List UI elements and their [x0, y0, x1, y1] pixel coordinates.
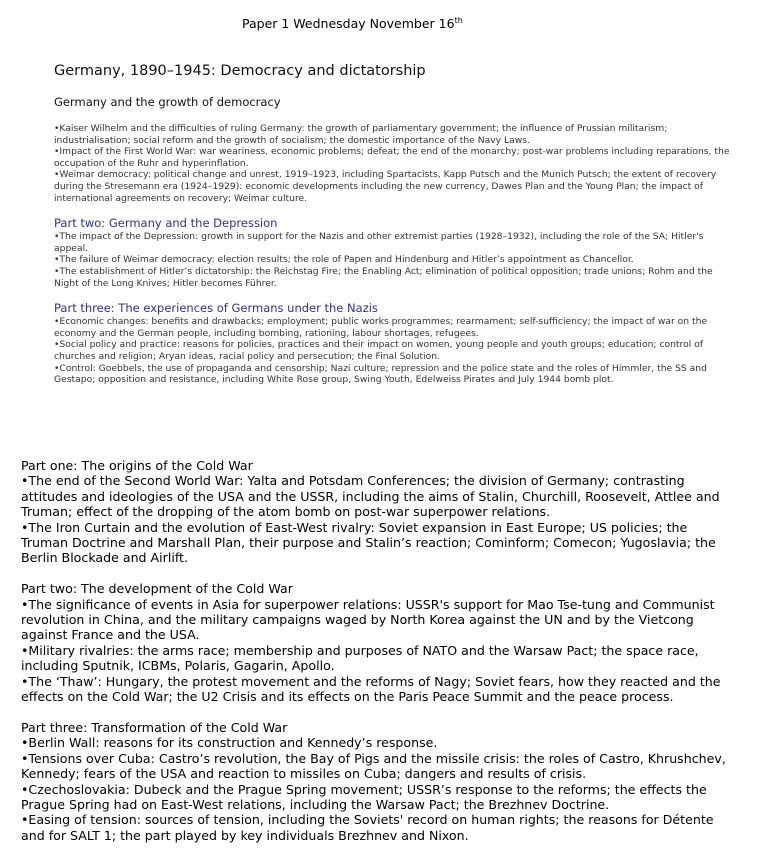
- spacer: [21, 566, 736, 581]
- header-text: Paper 1 Wednesday November 16: [242, 16, 455, 32]
- list-item: •Weimar democracy: political change and unrest, 1919–1923, including Spartacists, Kapp Putsch and the Munich Putsch; the extent of recovery during the Stresemann era (1924–1929): economic developments including the new currency, Dawes Plan and the Young Plan; the impact of international agreements on recovery; Weimar culture.: [54, 169, 717, 204]
- list-item: •Military rivalries: the arms race; membership and purposes of NATO and the Warsaw Pact; the space race, including Sputnik, ICBMs, Polaris, Gagarin, Apollo.: [21, 642, 699, 674]
- list-item: •The failure of Weimar democracy: election results; the role of Papen and Hindenburg and Hitler’s appointment as Chancellor.: [54, 254, 634, 266]
- part1-list: [54, 123, 734, 204]
- list-item: •Social policy and practice: reasons for policies, practices and their impact on women, young people and youth groups; education; control of churches and religion; Aryan ideas, racial policy and persecution; the Final Solution.: [54, 339, 704, 362]
- list-item: •Czechoslovakia: Dubeck and the Prague Spring movement; USSR’s response to the reforms; the effects the Prague Spring had on East-West relations, including the Warsaw Pact; the Brezhnev Doctrine.: [21, 781, 707, 812]
- cw-part2-heading: Part two: The development of the Cold War: [21, 581, 293, 597]
- list-item: •Berlin Wall: reasons for its construction and Kennedy’s response.: [21, 735, 438, 751]
- part2-list: [54, 231, 734, 289]
- cw-part1-heading: Part one: The origins of the Cold War: [21, 458, 253, 473]
- part1-heading: Germany and the growth of democracy: [54, 95, 281, 109]
- list-item: •Impact of the First World War: war weariness, economic problems; defeat; the end of the monarchy; post-war problems including reparations, the occupation of the Ruhr and hyperinflation.: [54, 146, 730, 169]
- list-item: •The end of the Second World War: Yalta and Potsdam Conferences; the division of Germany; contrasting attitudes and ideologies of the USA and the USSR, including the aims of Stalin, Churchill, Roosevelt, Attlee and Truman; effect of the dropping of the atom bomb on post-war superpower relations.: [21, 473, 720, 520]
- list-item: •Economic changes: benefits and drawbacks; employment; public works programmes; rearmament; self-sufficiency; the impact of war on the economy and the German people, including bombing, rationing, labour shortages, refugees.: [54, 316, 708, 339]
- list-item: •The establishment of Hitler’s dictatorship: the Reichstag Fire; the Enabling Act; elimination of political opposition; trade unions; Rohm and the Night of the Long Knives; Hitler becomes Führer.: [54, 265, 713, 289]
- list-item: •The significance of events in Asia for superpower relations: USSR's support for Mao Tse-tung and Communist revolution in China, and the military campaigns waged by North Korea against the UN and by the Vietcong against France and the USA.: [21, 596, 715, 643]
- list-item: •The Iron Curtain and the evolution of East-West rivalry: Soviet expansion in East Europe; US policies; the Truman Doctrine and Marshall Plan, their purpose and Stalin’s reaction; Cominform; Comecon; Yugoslavia; the Berlin Blockade and Airlift.: [21, 519, 716, 566]
- list-item: •Kaiser Wilhelm and the difficulties of ruling Germany: the growth of parliamentary government; the influence of Prussian militarism; industrialisation; social reform and the growth of socialism; the domestic importance of the Navy Laws.: [54, 123, 668, 146]
- list-item: •The impact of the Depression: growth in support for the Nazis and other extremist parties (1928–1932), including the role of the SA; Hitler's appeal.: [54, 231, 704, 254]
- cold-war-section: [21, 458, 736, 843]
- part3-heading: Part three: The experiences of Germans under the Nazis: [54, 301, 378, 316]
- part3-list: [54, 316, 734, 386]
- part2-heading: Part two: Germany and the Depression: [54, 216, 278, 231]
- list-item: •Easing of tension: sources of tension, including the Soviets' record on human rights; the reasons for Détente and for SALT 1; the part played by key individuals Brezhnev and Nixon.: [21, 812, 714, 843]
- germany-section: [54, 62, 734, 386]
- paper-date-header: [242, 16, 463, 31]
- list-item: •Tensions over Cuba: Castro’s revolution, the Bay of Pigs and the missile crisis: the roles of Castro, Khrushchev, Kennedy; fears of the USA and reaction to missiles on Cuba; dangers and results of crisis.: [21, 750, 726, 782]
- list-item: •The ‘Thaw’: Hungary, the protest movement and the reforms of Nagy; Soviet fears, how they reacted and the effects on the Cold War; the U2 Crisis and its effects on the Paris Peace Summit and the peace process.: [21, 673, 721, 705]
- spacer: [21, 704, 736, 719]
- cw-part3-heading: Part three: Transformation of the Cold War: [21, 719, 288, 735]
- section-title: Germany, 1890–1945: Democracy and dictatorship: [54, 63, 426, 79]
- header-superscript: th: [454, 16, 463, 25]
- list-item: •Control: Goebbels, the use of propaganda and censorship; Nazi culture; repression and the police state and the roles of Himmler, the SS and Gestapo; opposition and resistance, including White Rose group, Swing Youth, Edelweiss Pirates and July 1944 bomb plot.: [54, 362, 707, 386]
